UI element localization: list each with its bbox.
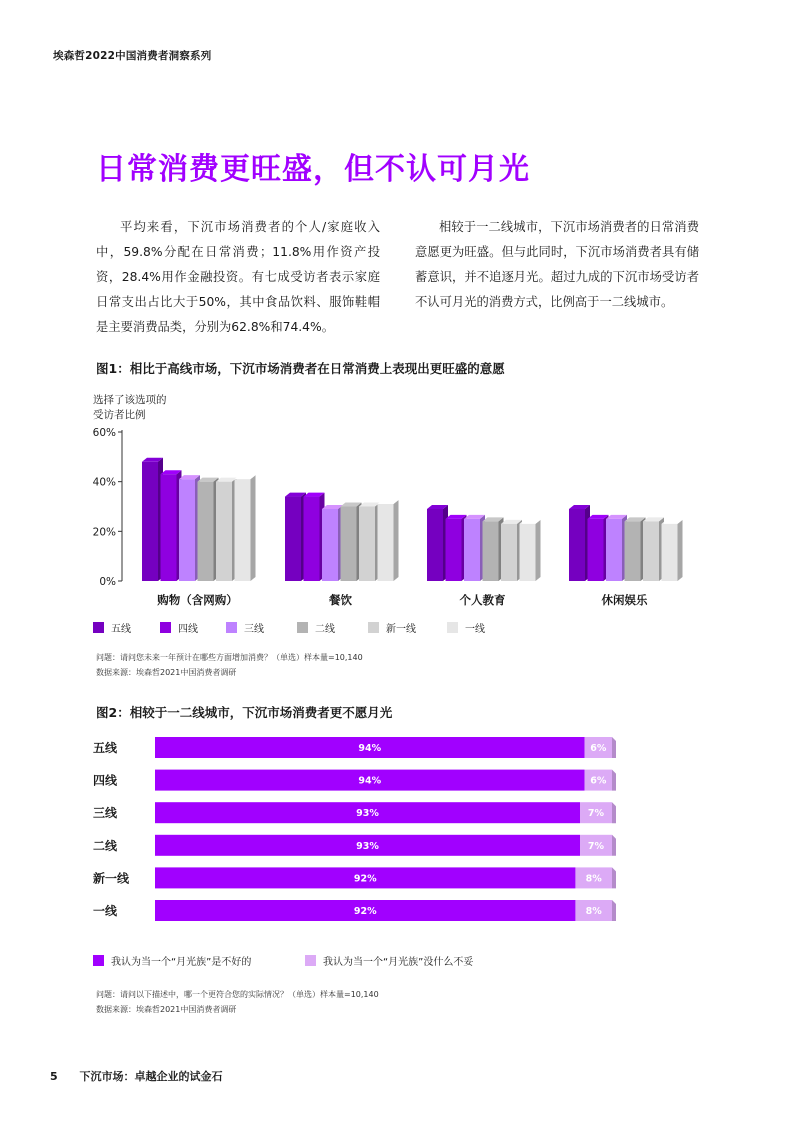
bar-front bbox=[625, 521, 641, 581]
legend-item bbox=[93, 620, 131, 635]
bar-row-五线 bbox=[93, 737, 616, 758]
legend-swatch bbox=[226, 622, 237, 633]
bar-side bbox=[536, 520, 541, 581]
bar-front bbox=[446, 519, 462, 581]
segment-side bbox=[612, 867, 616, 888]
bar-segment-1 bbox=[580, 835, 616, 856]
bar-front bbox=[662, 524, 678, 581]
row-label: 四线 bbox=[93, 773, 118, 788]
bar-front bbox=[235, 479, 251, 581]
segment-side bbox=[612, 770, 616, 791]
segment-value-label: 8% bbox=[585, 906, 602, 917]
bar-五线-2 bbox=[427, 505, 448, 581]
segment-value-label: 6% bbox=[590, 743, 607, 754]
bar-front bbox=[179, 479, 195, 581]
legend-item bbox=[305, 953, 473, 968]
y-tick-label: 40% bbox=[92, 476, 116, 489]
legend-item bbox=[93, 953, 251, 968]
bar-front bbox=[304, 497, 320, 581]
bar-front bbox=[643, 521, 659, 581]
bar-四线-0 bbox=[161, 470, 182, 581]
bar-front bbox=[359, 507, 375, 582]
legend-label: 二线 bbox=[315, 624, 335, 635]
footer-title: 下沉市场：卓越企业的试金石 bbox=[79, 1070, 223, 1083]
segment-value-label: 8% bbox=[585, 873, 602, 885]
bar-segment-0 bbox=[155, 770, 585, 791]
intro-paragraph-right: 相较于一二线城市，下沉市场消费者的日常消费意愿更为旺盛。但与此同时，下沉市场消费者具有储蓄意识，并不追逐月光。超过九成的下沉市场受访者不认可月光的消费方式，比例高于一二线城市。 bbox=[415, 220, 699, 309]
figure2-note-source: 数据来源：埃森哲2021中国消费者调研 bbox=[96, 1005, 237, 1014]
bar-二线-3 bbox=[625, 517, 646, 581]
bar-row-三线 bbox=[93, 802, 616, 823]
figure1-ylabel-line1: 选择了该选项的 bbox=[93, 394, 167, 406]
bar-row-二线 bbox=[93, 835, 616, 856]
bar-五线-3 bbox=[569, 505, 590, 581]
legend-swatch bbox=[93, 955, 104, 966]
legend-item bbox=[160, 620, 198, 635]
figure1-note-source: 数据来源：埃森哲2021中国消费者调研 bbox=[96, 668, 237, 677]
segment-value-label: 92% bbox=[353, 873, 377, 885]
row-label: 三线 bbox=[93, 806, 118, 821]
segment-value-label: 6% bbox=[590, 775, 607, 787]
legend-label: 四线 bbox=[178, 624, 198, 635]
segment-side bbox=[612, 802, 616, 823]
bar-front bbox=[341, 507, 357, 582]
row-label: 一线 bbox=[93, 904, 118, 918]
bar-二线-0 bbox=[198, 478, 219, 581]
legend-swatch bbox=[297, 622, 308, 633]
row-label: 新一线 bbox=[93, 871, 130, 886]
bar-front bbox=[161, 474, 177, 581]
bar-四线-1 bbox=[304, 493, 325, 581]
x-category-label: 餐饮 bbox=[329, 593, 352, 607]
segment-side bbox=[612, 737, 616, 758]
figure1-legend bbox=[93, 620, 593, 636]
bar-front bbox=[427, 509, 443, 581]
y-tick-label: 20% bbox=[92, 526, 116, 539]
bar-segment-1 bbox=[585, 737, 616, 758]
intro-paragraph-left: 平均来看，下沉市场消费者的个人/家庭收入中，59.8%分配在日常消费；11.8%用作资产投资，28.4%用作金融投资。有七成受访者表示家庭日常支出占比大于50%，其中食品饮料、服饰鞋帽是主要消费品类，分别为62.8%和74.4%。 bbox=[96, 220, 380, 334]
segment-value-label: 7% bbox=[587, 840, 605, 852]
y-tick-label: 0% bbox=[99, 576, 116, 588]
figure1-note-question: 问题：请问您未来一年预计在哪些方面增加消费？（单选）样本量=10,140 bbox=[96, 653, 363, 662]
figure2-note-question: 问题：请问以下描述中，哪一个更符合您的实际情况？（单选）样本量=10,140 bbox=[96, 990, 379, 999]
segment-value-label: 93% bbox=[356, 808, 379, 820]
segment-value-label: 92% bbox=[353, 906, 377, 917]
bar-四线-3 bbox=[588, 515, 609, 581]
bar-一线-3 bbox=[662, 520, 683, 581]
bar-front bbox=[216, 482, 232, 581]
bar-front bbox=[464, 519, 480, 581]
legend-swatch bbox=[93, 622, 104, 633]
bar-新一线-2 bbox=[501, 520, 522, 581]
legend-swatch bbox=[368, 622, 379, 633]
bar-五线-0 bbox=[142, 458, 163, 581]
legend-label: 五线 bbox=[111, 624, 131, 635]
bar-segment-0 bbox=[155, 802, 580, 823]
row-label: 五线 bbox=[93, 741, 118, 755]
bar-三线-1 bbox=[322, 505, 343, 581]
bar-二线-2 bbox=[483, 517, 504, 581]
bar-一线-0 bbox=[235, 475, 256, 581]
page-title: 日常消费更旺盛，但不认可月光 bbox=[96, 152, 530, 187]
bar-side bbox=[678, 520, 683, 581]
legend-label: 三线 bbox=[244, 624, 264, 635]
bar-一线-2 bbox=[520, 520, 541, 581]
legend-swatch bbox=[447, 622, 458, 633]
bar-三线-2 bbox=[464, 515, 485, 581]
figure2-title: 图2：相较于一二线城市，下沉市场消费者更不愿月光 bbox=[96, 705, 393, 720]
bar-segment-1 bbox=[575, 867, 616, 888]
bar-front bbox=[378, 504, 394, 581]
legend-item bbox=[297, 620, 335, 635]
bar-一线-1 bbox=[378, 500, 399, 581]
bar-row-一线 bbox=[93, 900, 616, 921]
legend-item bbox=[226, 620, 264, 635]
bar-front bbox=[520, 524, 536, 581]
bar-front bbox=[198, 482, 214, 581]
footer bbox=[50, 1068, 223, 1084]
bar-segment-0 bbox=[155, 900, 575, 921]
bar-新一线-0 bbox=[216, 478, 237, 581]
bar-四线-2 bbox=[446, 515, 467, 581]
x-category-label: 个人教育 bbox=[459, 593, 506, 607]
legend-item bbox=[368, 620, 416, 635]
figure2-chart bbox=[0, 728, 793, 933]
legend-label: 我认为当一个“月光族”没什么不妥 bbox=[323, 957, 474, 968]
bar-segment-1 bbox=[585, 770, 616, 791]
bar-三线-3 bbox=[606, 515, 627, 581]
segment-value-label: 7% bbox=[587, 808, 605, 820]
bar-segment-0 bbox=[155, 835, 580, 856]
figure1-title: 图1：相比于高线市场，下沉市场消费者在日常消费上表现出更旺盛的意愿 bbox=[96, 361, 505, 376]
bar-segment-1 bbox=[575, 900, 616, 921]
segment-value-label: 94% bbox=[358, 775, 382, 787]
bar-side bbox=[394, 500, 399, 581]
legend-label: 一线 bbox=[465, 624, 485, 635]
y-tick-label: 60% bbox=[92, 427, 116, 439]
bar-row-新一线 bbox=[93, 867, 616, 888]
legend-swatch bbox=[305, 955, 316, 966]
bar-front bbox=[501, 524, 517, 581]
x-category-label: 购物（含网购） bbox=[157, 593, 238, 607]
bar-segment-1 bbox=[580, 802, 616, 823]
segment-value-label: 94% bbox=[358, 743, 382, 754]
figure1-ylabel-line2: 受访者比例 bbox=[93, 409, 146, 421]
bar-新一线-3 bbox=[643, 517, 664, 581]
legend-label: 新一线 bbox=[386, 624, 416, 635]
figure2-legend bbox=[93, 953, 693, 969]
bar-front bbox=[606, 519, 622, 581]
bar-segment-0 bbox=[155, 737, 585, 758]
bar-五线-1 bbox=[285, 493, 306, 581]
segment-side bbox=[612, 835, 616, 856]
legend-item bbox=[447, 620, 485, 635]
legend-swatch bbox=[160, 622, 171, 633]
segment-side bbox=[612, 900, 616, 921]
series-title: 埃森哲2022中国消费者洞察系列 bbox=[53, 50, 212, 62]
segment-value-label: 93% bbox=[356, 840, 379, 852]
bar-front bbox=[285, 497, 301, 581]
bar-front bbox=[142, 462, 158, 581]
bar-front bbox=[588, 519, 604, 581]
figure1-chart bbox=[0, 420, 793, 645]
legend-label: 我认为当一个“月光族”是不好的 bbox=[111, 957, 252, 968]
bar-front bbox=[569, 509, 585, 581]
bar-二线-1 bbox=[341, 503, 362, 582]
bar-front bbox=[483, 521, 499, 581]
x-category-label: 休闲娱乐 bbox=[601, 593, 648, 607]
bar-segment-0 bbox=[155, 867, 575, 888]
bar-row-四线 bbox=[93, 770, 616, 791]
bar-side bbox=[251, 475, 256, 581]
bar-front bbox=[322, 509, 338, 581]
bar-新一线-1 bbox=[359, 503, 380, 582]
row-label: 二线 bbox=[93, 838, 118, 853]
page-number: 5 bbox=[50, 1070, 58, 1083]
bar-三线-0 bbox=[179, 475, 200, 581]
